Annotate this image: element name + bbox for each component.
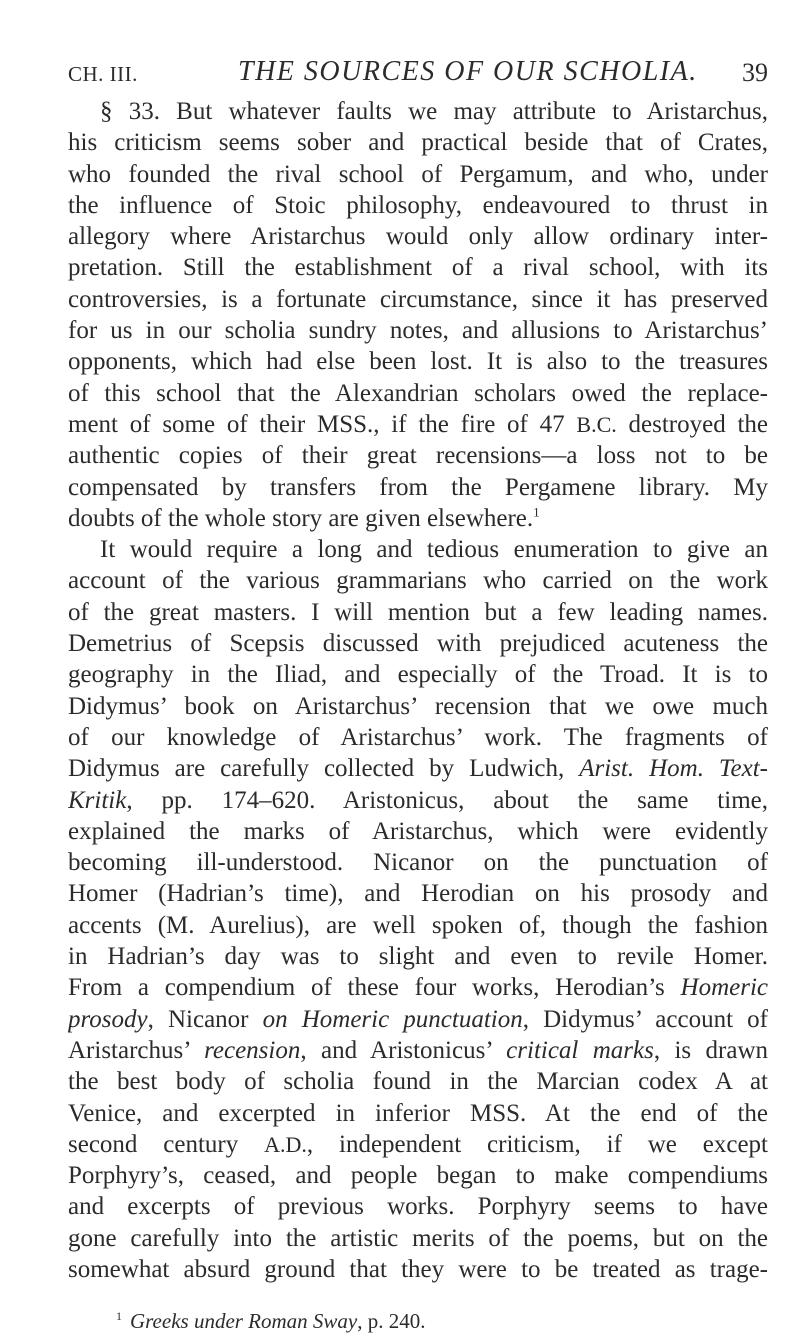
text-line: the best body of scholia found in the Marcian codex A at xyxy=(68,1068,768,1096)
book-title: Kritik xyxy=(68,786,127,814)
text-line: the influence of Stoic philosophy, endeavoured to thrust in xyxy=(68,191,768,219)
era-abbreviation: A.D. xyxy=(264,1131,307,1157)
text-line: Didymus’ book on Aristarchus’ recension that we owe much xyxy=(68,692,768,720)
text-line: allegory where Aristarchus would only allow ordinary inter- xyxy=(68,223,768,251)
text-line: Aristarchus’ recension, and Aristonicus’ critical marks, is drawn xyxy=(68,1036,768,1064)
text-line: somewhat absurd ground that they were to be treated as trage- xyxy=(68,1255,768,1283)
text-line: Homer (Hadrian’s time), and Herodian on his prosody and xyxy=(68,880,768,908)
text-line: ment of some of their MSS., if the fire of 47 B.C. destroyed the xyxy=(68,410,768,438)
text-line: account of the various grammarians who carried on the work xyxy=(68,567,768,595)
text-line: Demetrius of Scepsis discussed with prejudiced acuteness the xyxy=(68,630,768,658)
text-line: compensated by transfers from the Pergamene library. My xyxy=(68,473,768,501)
text-line: controversies, is a fortunate circumstance, since it has preserved xyxy=(68,285,768,313)
text-line: Kritik, pp. 174–620. Aristonicus, about the same time, xyxy=(68,786,768,814)
text-line: explained the marks of Aristarchus, which were evidently xyxy=(68,817,768,845)
footnote-marker: 1 xyxy=(116,1309,122,1323)
text-line: in Hadrian’s day was to slight and even to revile Homer. xyxy=(68,943,768,971)
text-line: authentic copies of their great recensions—a loss not to be xyxy=(68,442,768,470)
era-abbreviation: B.C. xyxy=(576,411,617,437)
footnote-title: Greeks under Roman Sway xyxy=(130,1309,358,1333)
text-line: of our knowledge of Aristarchus’ work. The fragments of xyxy=(68,723,768,751)
text-line: gone carefully into the artistic merits of the poems, but on the xyxy=(68,1224,768,1252)
text-line: From a compendium of these four works, Herodian’s Homeric xyxy=(68,974,768,1002)
text-line: accents (M. Aurelius), are well spoken of, though the fashion xyxy=(68,911,768,939)
body-text xyxy=(68,96,768,1285)
text-line: of the great masters. I will mention but a few leading names. xyxy=(68,598,768,626)
work-title: critical marks xyxy=(506,1036,654,1064)
text-line: § 33. But whatever faults we may attribute to Aristarchus, xyxy=(100,98,768,125)
work-title: Homeric xyxy=(680,974,768,1002)
work-title: prosody xyxy=(68,1005,148,1033)
running-title: THE SOURCES OF OUR SCHOLIA. xyxy=(238,56,698,87)
running-header xyxy=(68,56,768,92)
text-line: geography in the Iliad, and especially of the Troad. It is to xyxy=(68,661,768,689)
text-line: of this school that the Alexandrian scholars owed the replace- xyxy=(68,379,768,407)
work-title: recension xyxy=(204,1036,301,1064)
text-line: doubts of the whole story are given elsewhere.$^1$ xyxy=(68,504,540,532)
text-line: opponents, which had else been lost. It is also to the treasures xyxy=(68,348,768,376)
text-line: Didymus are carefully collected by Ludwich, Arist. Hom. Text- xyxy=(68,755,768,783)
text-line: pretation. Still the establishment of a rival school, with its xyxy=(68,254,768,282)
footnote xyxy=(116,1308,426,1334)
page-number: 39 xyxy=(742,58,768,87)
text-line: his criticism seems sober and practical beside that of Crates, xyxy=(68,129,768,157)
text-line: who founded the rival school of Pergamum, and who, under xyxy=(68,160,768,188)
chapter-label: CH. III. xyxy=(68,62,138,86)
text-line: and excerpts of previous works. Porphyry seems to have xyxy=(68,1193,768,1221)
text-line: Porphyry’s, ceased, and people began to make compendiums xyxy=(68,1162,768,1190)
book-title: Arist. Hom. Text- xyxy=(579,755,768,783)
text-line: It would require a long and tedious enumeration to give an xyxy=(100,536,768,564)
footnote-reference: 1 xyxy=(533,504,540,520)
footnote-citation: , p. 240. xyxy=(357,1309,426,1333)
text-line: Venice, and excerpted in inferior MSS. At the end of the xyxy=(68,1099,768,1127)
text-line: prosody, Nicanor on Homeric punctuation, Didymus’ account of xyxy=(68,1005,768,1033)
text-line: second century A.D., independent criticism, if we except xyxy=(68,1130,768,1158)
work-title: on Homeric punctuation xyxy=(262,1005,523,1033)
text-line: becoming ill-understood. Nicanor on the punctuation of xyxy=(68,849,768,877)
text-line: for us in our scholia sundry notes, and allusions to Aristarchus’ xyxy=(68,317,768,345)
